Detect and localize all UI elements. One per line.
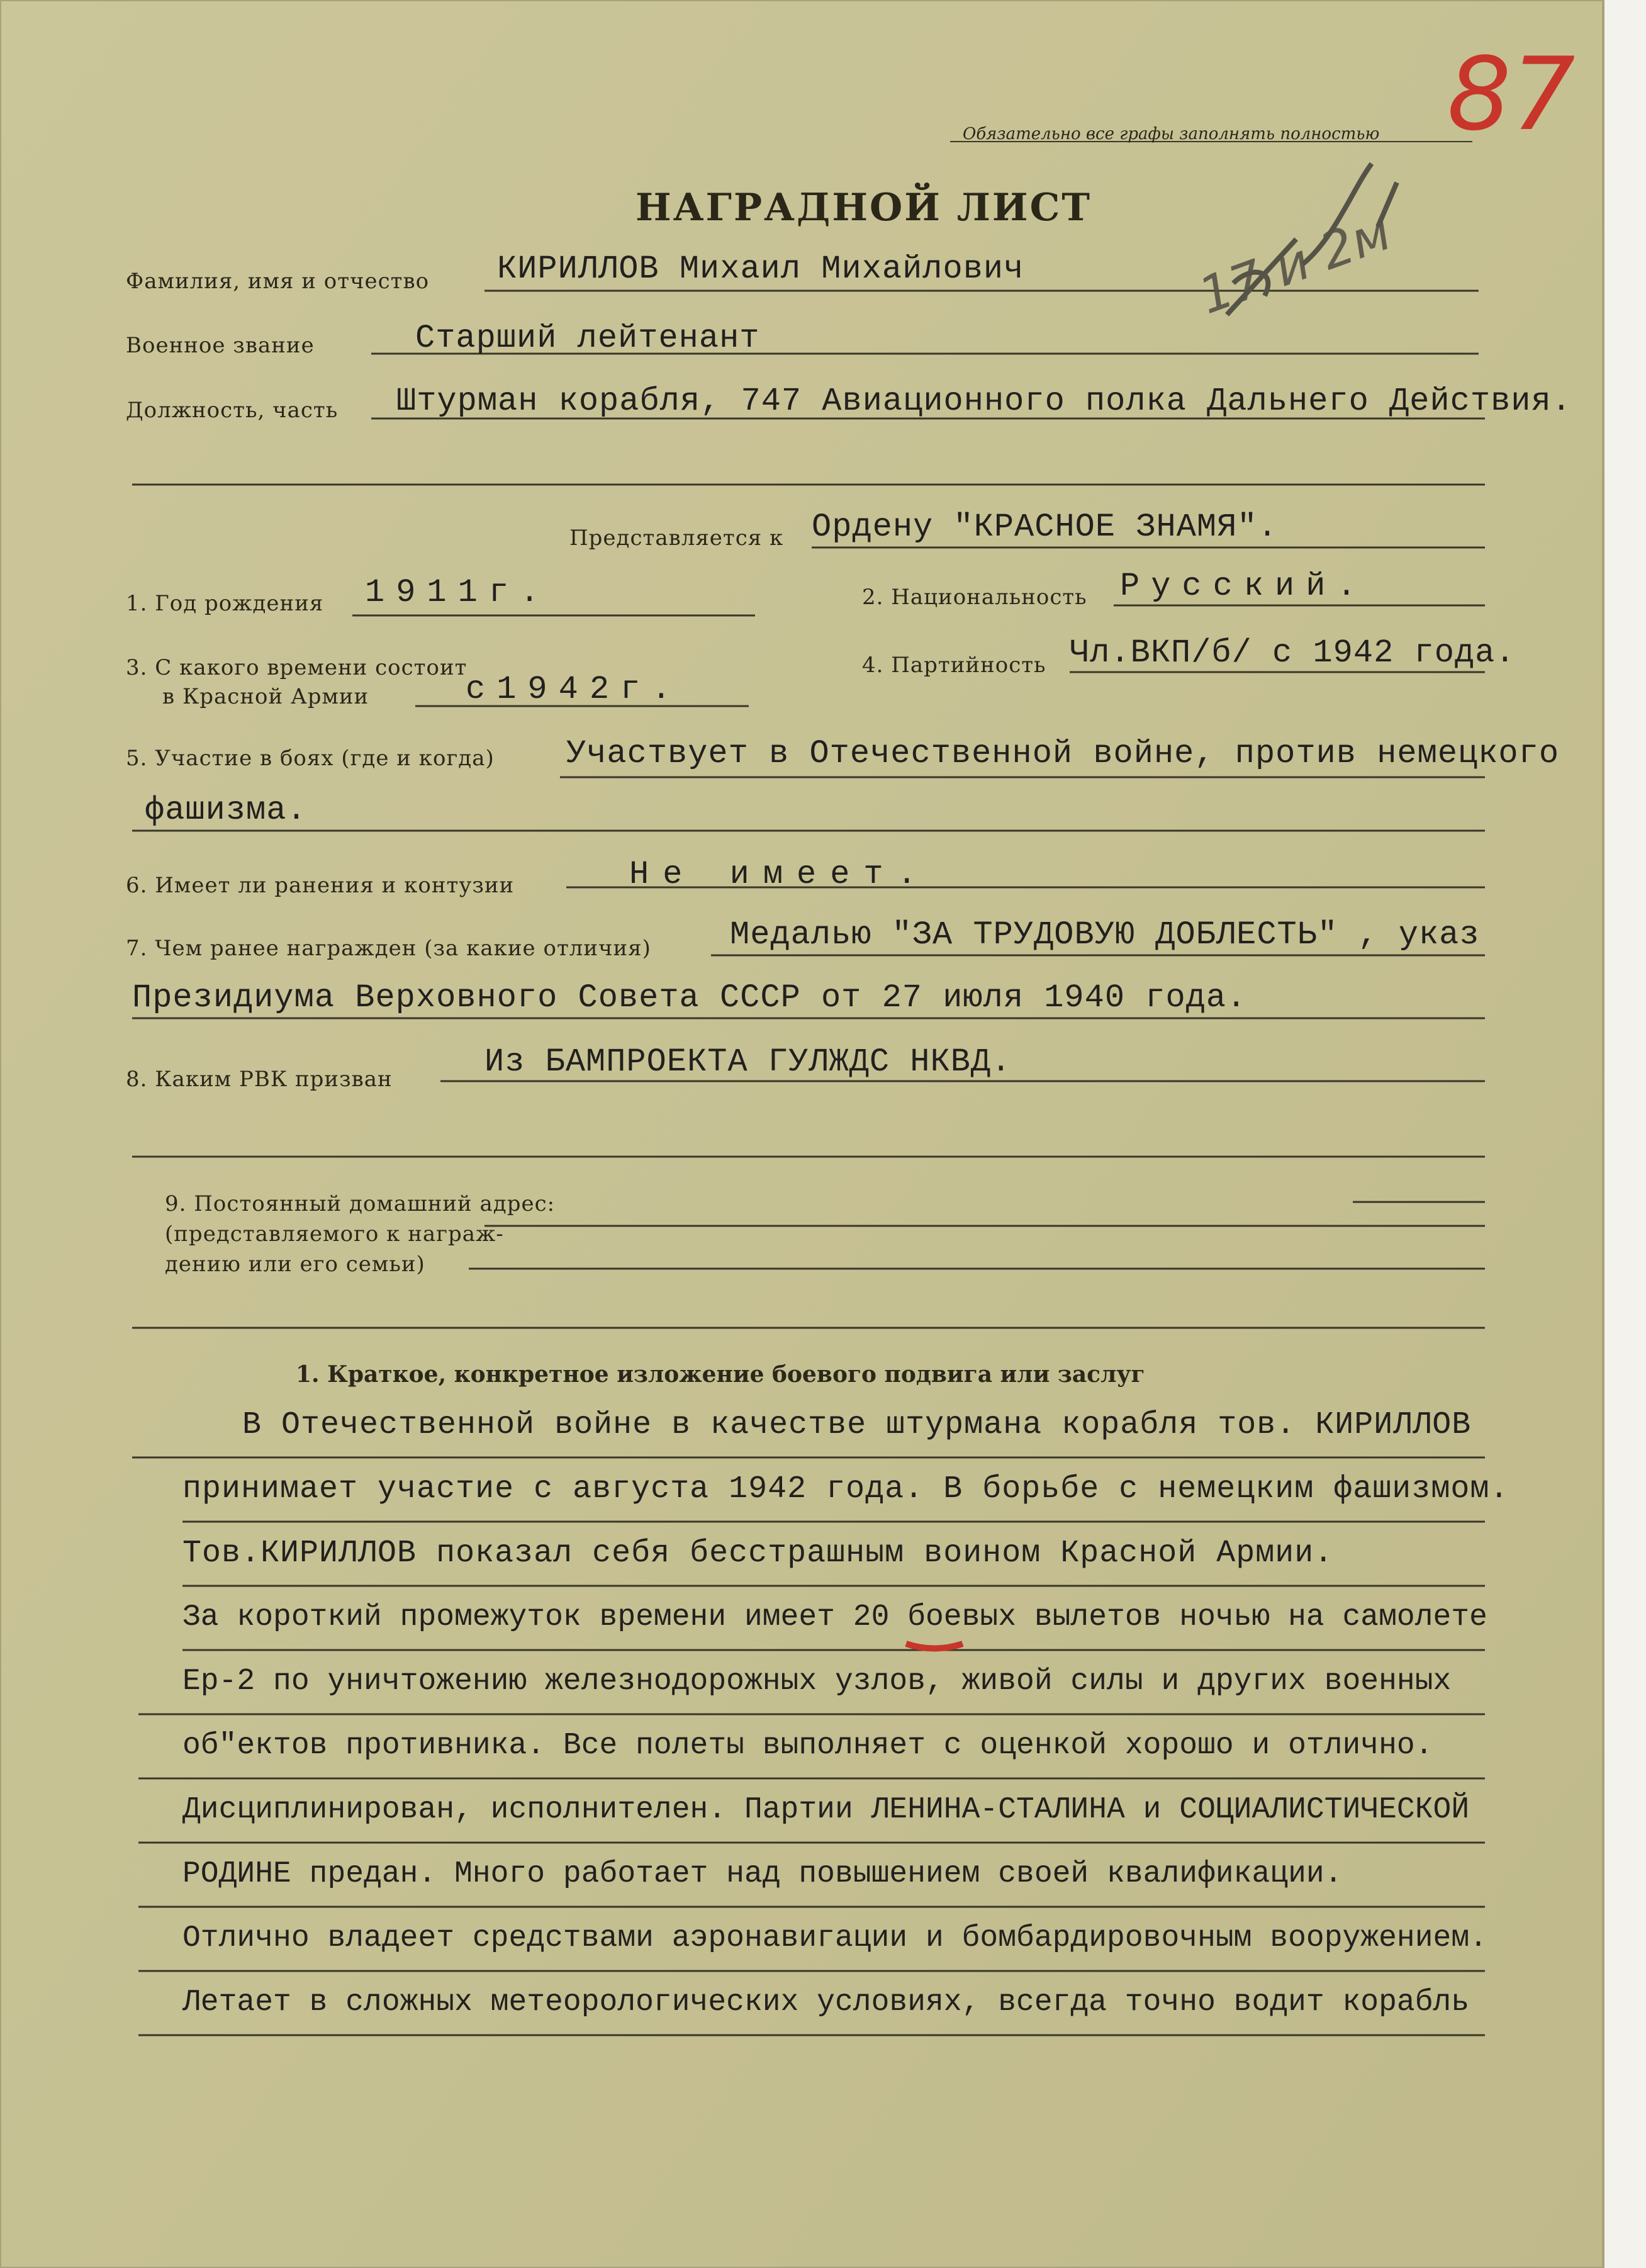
wounds-label: 6. Имеет ли ранения и контузии xyxy=(126,873,515,898)
presented-label: Представляется к xyxy=(569,525,784,551)
prior-awards-value-line2: Президиума Верховного Совета СССР от 27 июля 1940 года. xyxy=(132,979,1247,1016)
header-note: Обязательно все графы заполнять полностью xyxy=(963,125,1380,143)
nationality-value: Русский. xyxy=(1120,568,1368,605)
rvk-value: Из БАМПРОЕКТА ГУЛЖДС НКВД. xyxy=(484,1043,1012,1081)
body-line-7: Дисциплинирован, исполнителен. Партии ЛЕНИНА-СТАЛИНА и СОЦИАЛИСТИЧЕСКОЙ xyxy=(182,1793,1470,1827)
birth-year-value: 1911г. xyxy=(365,574,551,611)
rank-value: Старший лейтенант xyxy=(415,320,760,357)
rank-label: Военное звание xyxy=(126,333,315,358)
fio-label: Фамилия, имя и отчество xyxy=(126,269,430,294)
address-label-line2: (представляемого к награж- xyxy=(165,1221,504,1247)
army-since-label-line2: в Красной Армии xyxy=(162,684,369,709)
position-value: Штурман корабля, 747 Авиационного полка Дальнего Действия. xyxy=(396,383,1572,420)
red-number-annotation: 87 xyxy=(1447,35,1576,153)
address-label-line1: 9. Постоянный домашний адрес: xyxy=(165,1191,556,1216)
party-value: Чл.ВКП/б/ с 1942 года. xyxy=(1070,634,1516,671)
wounds-value: Не имеет. xyxy=(629,856,931,893)
page-title: НАГРАДНОЙ ЛИСТ xyxy=(635,186,1092,230)
section-heading: 1. Краткое, конкретное изложение боевого подвига или заслуг xyxy=(296,1361,1145,1388)
position-label: Должность, часть xyxy=(126,398,339,423)
pencil-annotation: 17 и 2м xyxy=(1191,202,1399,326)
battles-value-line1: Участвует в Отечественной войне, против немецкого xyxy=(566,735,1560,772)
battles-value-line2: фашизма. xyxy=(145,792,307,829)
prior-awards-label: 7. Чем ранее награжден (за какие отличия) xyxy=(126,936,651,961)
body-line-6: об"ектов противника. Все полеты выполняет с оценкой хорошо и отлично. xyxy=(182,1729,1433,1763)
presented-value: Ордену "КРАСНОЕ ЗНАМЯ". xyxy=(812,508,1278,546)
battles-label: 5. Участие в боях (где и когда) xyxy=(126,746,495,771)
prior-awards-value-line1: Медалью "ЗА ТРУДОВУЮ ДОБЛЕСТЬ" , указ xyxy=(730,916,1480,953)
party-label: 4. Партийность xyxy=(862,653,1046,678)
nationality-label: 2. Национальность xyxy=(862,585,1087,610)
birth-year-label: 1. Год рождения xyxy=(126,591,324,616)
body-line-2: принимает участие с августа 1942 года. В борьбе с немецким фашизмом. xyxy=(182,1471,1509,1507)
fio-value: КИРИЛЛОВ Михаил Михайлович xyxy=(497,250,1024,288)
body-line-9: Отлично владеет средствами аэронавигации и бомбардировочным вооружением. xyxy=(182,1921,1487,1955)
address-label-line3: дению или его семьи) xyxy=(165,1252,425,1277)
body-line-1: В Отечественной войне в качестве штурмана корабля тов. КИРИЛЛОВ xyxy=(242,1407,1472,1443)
army-since-label-line1: 3. С какого времени состоит xyxy=(126,655,467,680)
body-line-3: Тов.КИРИЛЛОВ показал себя бесстрашным воином Красной Армии. xyxy=(182,1535,1334,1571)
body-line-8: РОДИНЕ предан. Много работает над повышением своей квалификации. xyxy=(182,1857,1343,1891)
rvk-label: 8. Каким РВК призван xyxy=(126,1067,393,1092)
body-line-4: За короткий промежуток времени имеет 20 боевых вылетов ночью на самолете xyxy=(182,1600,1487,1634)
body-line-5: Ер-2 по уничтожению железнодорожных узлов, живой силы и других военных xyxy=(182,1665,1452,1698)
body-line-10: Летает в сложных метеорологических условиях, всегда точно водит корабль xyxy=(182,1985,1470,2019)
army-since-value: с1942г. xyxy=(466,671,683,708)
